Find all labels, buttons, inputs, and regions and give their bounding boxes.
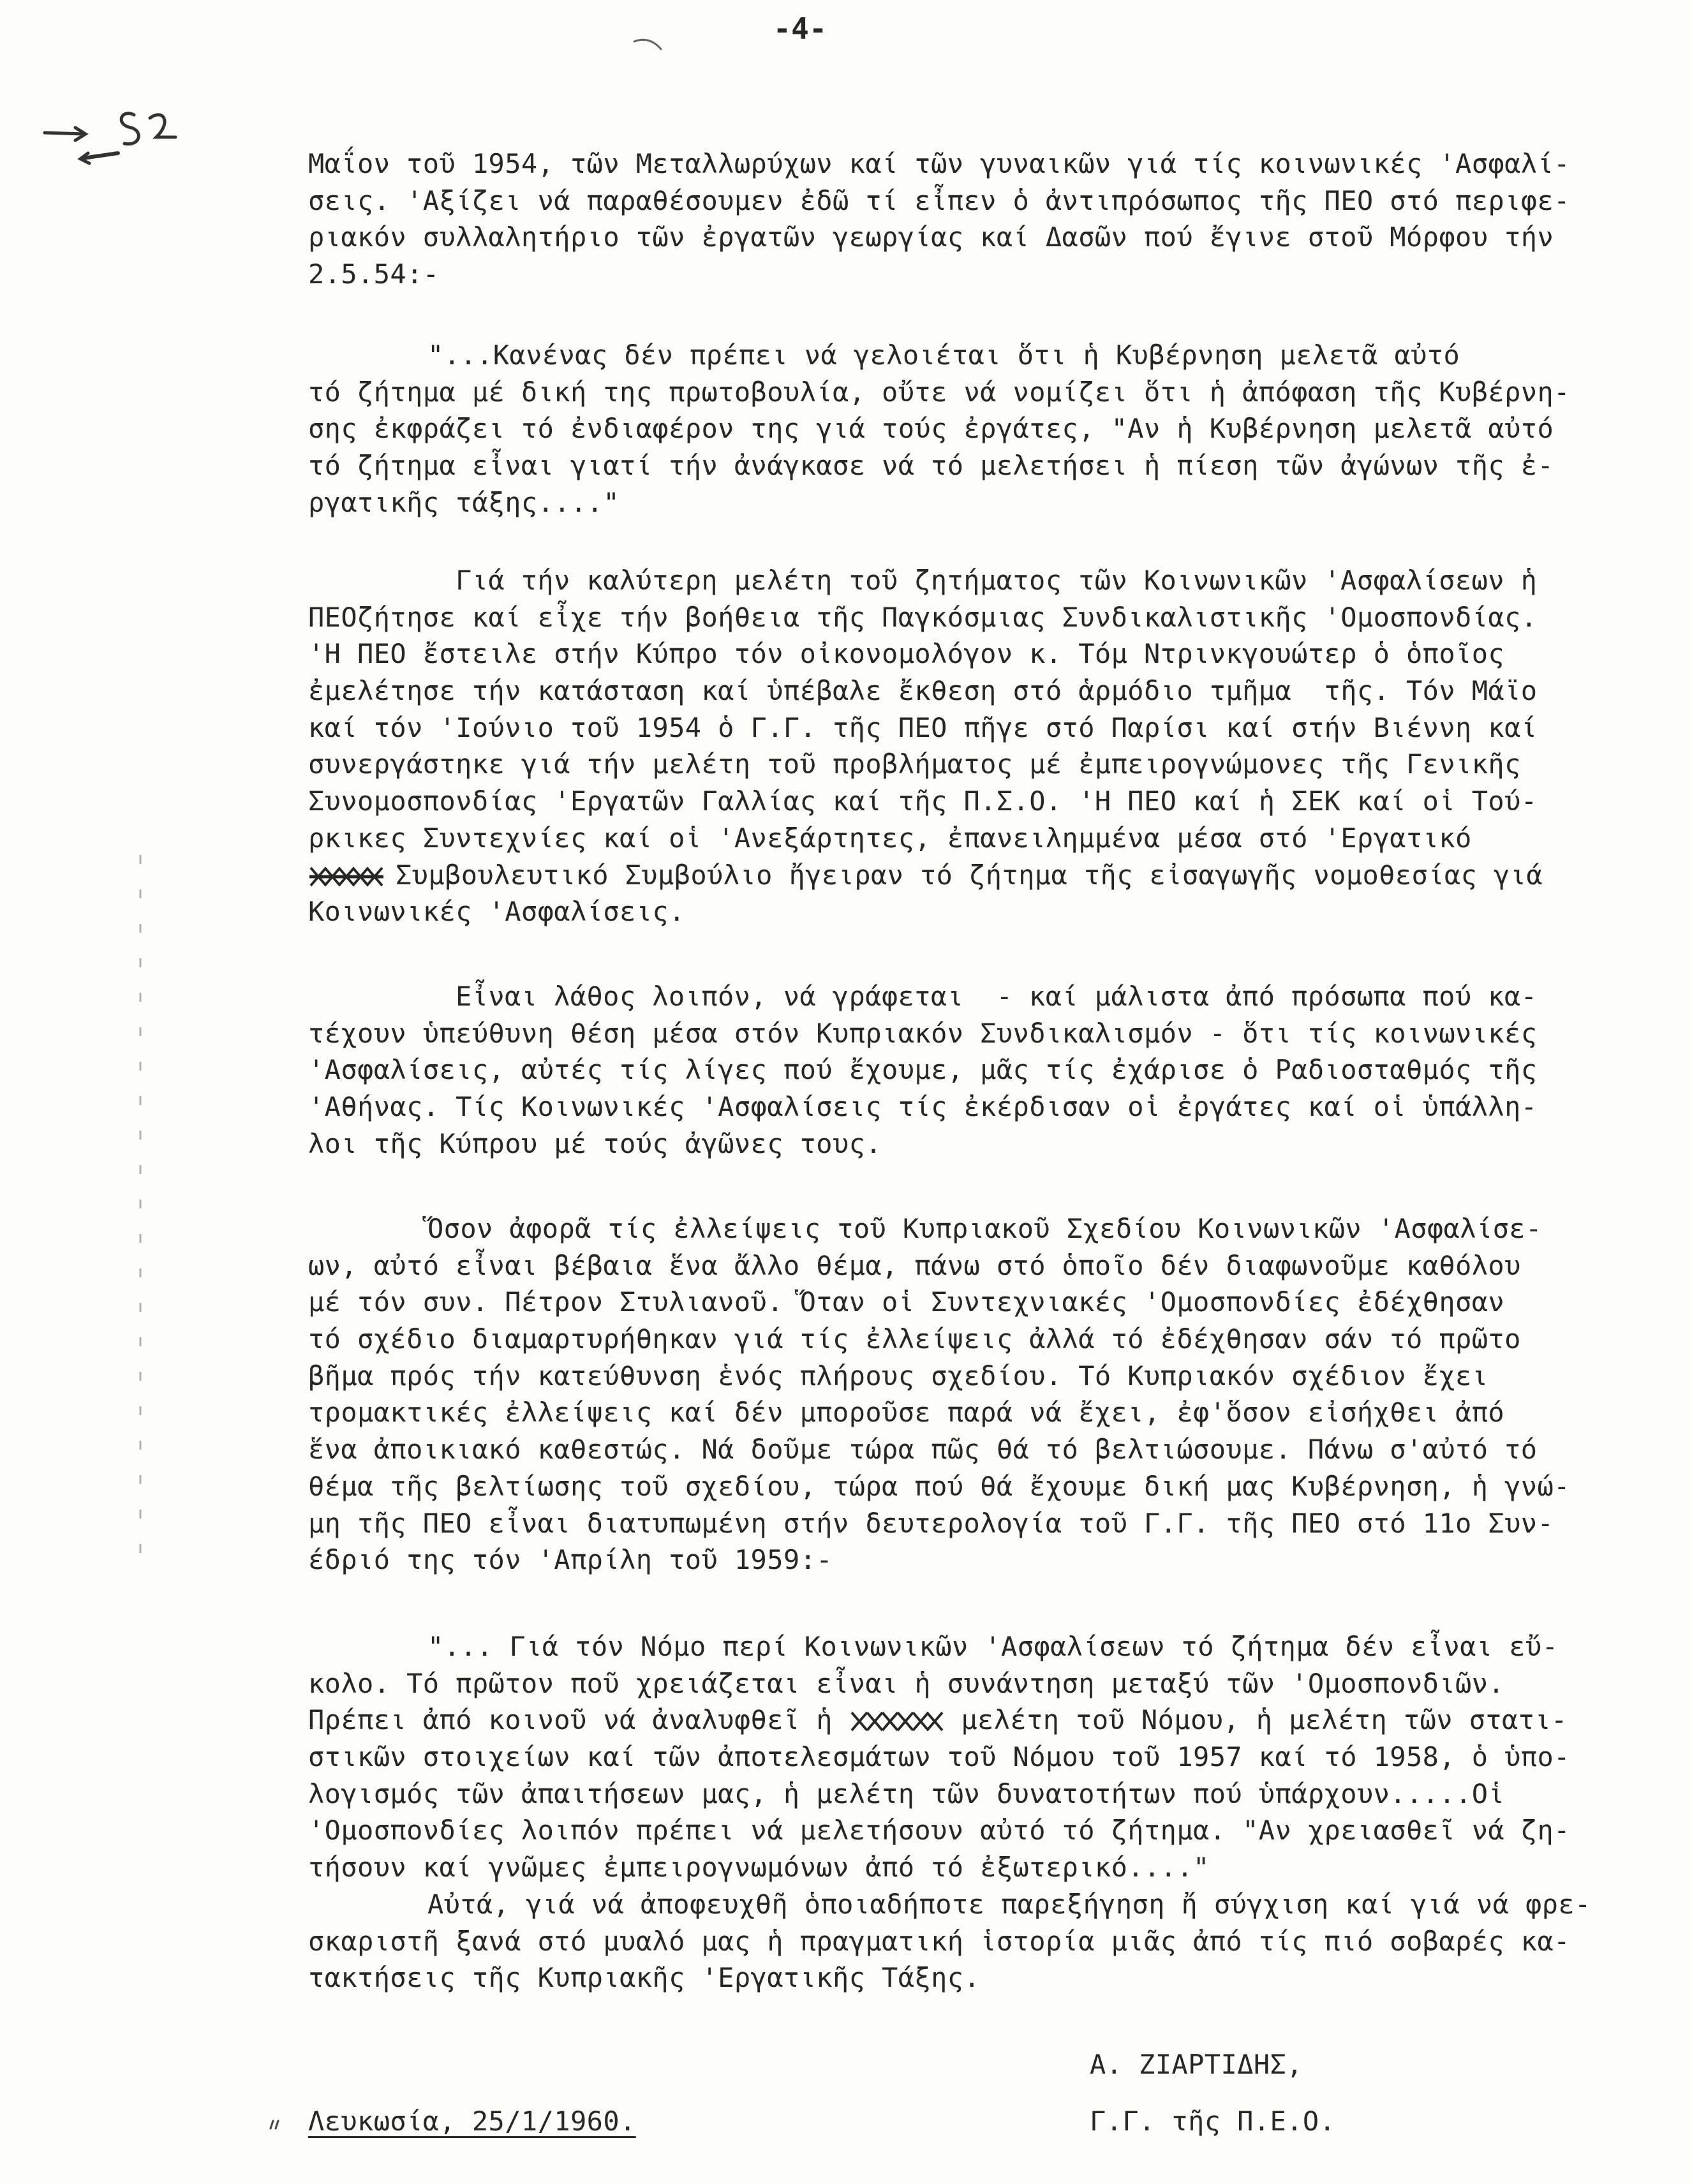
paragraph-2-line-2: ΠΕΟζήτησε καί εἶχε τήν βοήθεια τῆς Παγκόσμιας Συνδικαλιστικῆς 'Ομοσπονδίας. xyxy=(308,601,1538,633)
paragraph-4-line-1: Ὅσον ἀφορᾶ τίς ἐλλείψεις τοῦ Κυπριακοῦ Σχεδίου Κοινωνικῶν 'Ασφαλίσε- xyxy=(427,1213,1542,1244)
paragraph-1-line-1: Μαΐον τοῦ 1954, τῶν Μεταλλωρύχων καί τῶν γυναικῶν γιά τίς κοινωνικές 'Ασφαλί- xyxy=(308,148,1570,179)
paragraph-5 xyxy=(308,1886,1661,1996)
paragraph-2-line-10: Κοινωνικές 'Ασφαλίσεις. xyxy=(308,896,685,928)
quotation-1 xyxy=(308,337,1661,521)
quotation-2-line-6: 'Ομοσπονδίες λοιπόν πρέπει νά μελετήσουν αὐτό τό ζήτημα. "Αν χρειασθεῖ νά ζη- xyxy=(308,1815,1570,1846)
quotation-1-line-1: "...Κανένας δέν πρέπει νά γελοιέται ὅτι ἡ Κυβέρνηση μελετᾶ αὐτό xyxy=(427,339,1460,371)
paragraph-4-line-9: μη τῆς ΠΕΟ εἶναι διατυπωμένη στήν δευτερολογία τοῦ Γ.Γ. τῆς ΠΕΟ στό 11ο Συν- xyxy=(308,1507,1554,1539)
paragraph-2-line-6: συνεργάστηκε γιά τήν μελέτη τοῦ προβλήματος μέ ἐμπειρογνώμονες τῆς Γενικῆς xyxy=(308,748,1521,780)
place-date: Λευκωσία, 25/1/1960. xyxy=(308,2106,636,2137)
paragraph-4-line-10: έδριό της τόν 'Απρίλη τοῦ 1959:- xyxy=(308,1544,833,1576)
quotation-2-line-4: στικῶν στοιχείων καί τῶν ἀποτελεσμάτων τοῦ Νόμου τοῦ 1957 καί τό 1958, ὁ ὑπο- xyxy=(308,1741,1570,1773)
struck-out-word xyxy=(308,862,385,889)
quotation-2 xyxy=(308,1628,1661,1886)
quotation-2-line-2: κολο. Τό πρῶτον ποῦ χρειάζεται εἶναι ἡ συνάντηση μεταξύ τῶν 'Ομοσπονδιῶν. xyxy=(308,1667,1505,1699)
paragraph-3-line-4: 'Αθήνας. Τίς Κοινωνικές 'Ασφαλίσεις τίς ἐκέρδισαν οἱ ἐργάτες καί οἱ ὑπάλλη- xyxy=(308,1091,1538,1123)
paragraph-3-line-2: τέχουν ὑπεύθυνη θέση μέσα στόν Κυπριακόν Συνδικαλισμόν - ὅτι τίς κοινωνικές xyxy=(308,1017,1538,1049)
paragraph-2 xyxy=(308,562,1661,930)
paragraph-2-line-4: ἐμελέτησε τήν κατάσταση καί ὑπέβαλε ἔκθεση στό ἁρμόδιο τμῆμα τῆς. Τόν Μάϊο xyxy=(308,675,1538,707)
paragraph-4-line-2: ων, αὐτό εἶναι βέβαια ἕνα ἄλλο θέμα, πάνω στό ὁποῖο δέν διαφωνοῦμε καθόλου xyxy=(308,1249,1521,1281)
signature-title: Γ.Γ. τῆς Π.Ε.Ο. xyxy=(1090,2106,1336,2137)
paragraph-2-line-7: Συνομοσπονδίας 'Εργατῶν Γαλλίας καί τῆς Π.Σ.Ο. 'Η ΠΕΟ καί ἡ ΣΕΚ καί οἱ Τού- xyxy=(308,785,1538,817)
paragraph-4 xyxy=(308,1210,1661,1579)
paragraph-4-line-7: ἕνα ἀποικιακό καθεστώς. Νά δοῦμε τώρα πῶς θά τό βελτιώσουμε. Πάνω σ'αὐτό τό xyxy=(308,1434,1538,1466)
quotation-2-line-7: τήσουν καί γνῶμες ἐμπειρογνωμόνων ἀπό τό ἐξωτερικό...." xyxy=(308,1852,1210,1883)
paragraph-2-line-3: 'Η ΠΕΟ ἔστειλε στήν Κύπρο τόν οἰκονομολόγον κ. Τόμ Ντρινκγουώτερ ὁ ὁποῖος xyxy=(308,638,1505,670)
page-number: -4- xyxy=(773,11,827,46)
quotation-2-line-5: λογισμός τῶν ἀπαιτήσεων μας, ἡ μελέτη τῶν δυνατοτήτων πού ὑπάρχουν.....Οἱ xyxy=(308,1778,1505,1809)
paragraph-4-line-3: μέ τόν συν. Πέτρον Στυλιανοῦ. Ὅταν οἱ Συντεχνιακές 'Ομοσπονδίες ἐδέχθησαν xyxy=(308,1286,1505,1318)
paragraph-1-line-4: 2.5.54:- xyxy=(308,258,440,290)
paragraph-4-line-8: θέμα τῆς βελτίωσης τοῦ σχεδίου, τώρα πού θά ἔχουμε δική μας Κυβέρνηση, ἡ γνώ- xyxy=(308,1470,1570,1502)
quotation-2-line-3-end: μελέτη τοῦ Νόμου, ἡ μελέτη τῶν στατι- xyxy=(944,1704,1568,1736)
paragraph-2-line-9-text: Συμβουλευτικό Συμβούλιο ἤγειραν τό ζήτημα τῆς εἰσαγωγῆς νομοθεσίας γιά xyxy=(396,859,1543,891)
quotation-2-line-1: "... Γιά τόν Νόμο περί Κοινωνικῶν 'Ασφαλίσεων τό ζήτημα δέν εἶναι εὔ- xyxy=(427,1631,1559,1662)
quotation-1-line-2: τό ζήτημα μέ δική της πρωτοβουλία, οὔτε νά νομίζει ὅτι ἡ ἀπόφαση τῆς Κυβέρνη- xyxy=(308,376,1570,408)
paragraph-5-line-1: Αὐτά, γιά νά ἀποφευχθῆ ὁποιαδήποτε παρεξήγηση ἤ σύγχιση καί γιά νά φρε- xyxy=(427,1889,1591,1920)
pencil-tick-mark xyxy=(632,35,664,54)
margin-handwritten-mark xyxy=(38,102,185,172)
paragraph-4-line-5: βῆμα πρός τήν κατεύθυνση ἑνός πλήρους σχεδίου. Τό Κυπριακόν σχέδιον ἔχει xyxy=(308,1360,1488,1392)
paragraph-2-line-1: Γιά τήν καλύτερη μελέτη τοῦ ζητήματος τῶν Κοινωνικῶν 'Ασφαλίσεων ἡ xyxy=(456,565,1538,596)
paragraph-5-line-3: τακτήσεις τῆς Κυπριακῆς 'Εργατικῆς Τάξης. xyxy=(308,1962,981,1994)
paragraph-4-line-6: τρομακτικές ἐλλείψεις καί δέν μποροῦσε παρά νά ἔχει, ἐφ'ὅσον εἰσήχθει ἀπό xyxy=(308,1397,1505,1429)
quotation-1-line-5: ργατικῆς τάξης...." xyxy=(308,486,620,518)
small-pen-mark xyxy=(268,2117,287,2132)
paragraph-3-line-3: 'Ασφαλίσεις, αὐτές τίς λίγες πού ἔχουμε, μᾶς τίς ἐχάρισε ὁ Ραδιοσταθμός τῆς xyxy=(308,1054,1538,1086)
quotation-2-line-3 xyxy=(308,1702,1661,1739)
paragraph-2-line-5: καί τόν 'Ιούνιο τοῦ 1954 ὁ Γ.Γ. τῆς ΠΕΟ πῆγε στό Παρίσι καί στήν Βιέννη καί xyxy=(308,711,1538,743)
paragraph-5-line-2: σκαριστῆ ξανά στό μυαλό μας ἡ πραγματική ἱστορία μιᾶς ἀπό τίς πιό σοβαρές κα- xyxy=(308,1925,1570,1957)
paragraph-4-line-4: τό σχέδιο διαμαρτυρήθηκαν γιά τίς ἐλλείψεις ἀλλά τό ἐδέχθησαν σάν τό πρῶτο xyxy=(308,1323,1521,1355)
signature-name: Α. ΖΙΑΡΤΙΔΗΣ, xyxy=(1090,2049,1303,2080)
paragraph-2-line-9 xyxy=(308,857,1661,894)
quotation-1-line-4: τό ζήτημα εἶναι γιατί τήν ἀνάγκασε νά τό μελετήσει ἡ πίεση τῶν ἀγώνων τῆς ἐ- xyxy=(308,450,1554,482)
paragraph-1-line-2: σεις. 'Αξίζει νά παραθέσουμεν ἐδῶ τί εἶπεν ὁ ἀντιπρόσωπος τῆς ΠΕΟ στό περιφε- xyxy=(308,184,1570,216)
struck-out-word xyxy=(849,1707,945,1734)
paragraph-2-line-8: ρκικες Συντεχνίες καί οἱ 'Ανεξάρτητες, ἐπανειλημμένα μέσα στό 'Εργατικό xyxy=(308,822,1472,854)
paragraph-3 xyxy=(308,978,1661,1162)
quotation-1-line-3: σης ἐκφράζει τό ἐνδιαφέρον της γιά τούς ἐργάτες, "Αν ἡ Κυβέρνηση μελετᾶ αὐτό xyxy=(308,413,1554,445)
paragraph-3-line-1: Εἶναι λάθος λοιπόν, νά γράφεται - καί μάλιστα ἀπό πρόσωπα πού κα- xyxy=(456,981,1538,1012)
quotation-2-line-3-start: Πρέπει ἀπό κοινοῦ νά ἀναλυφθεῖ ἡ xyxy=(308,1704,849,1736)
paragraph-3-line-5: λοι τῆς Κύπρου μέ τούς ἀγῶνες τους. xyxy=(308,1127,882,1159)
margin-dotted-rule xyxy=(137,855,144,1557)
paragraph-1 xyxy=(308,145,1661,293)
paragraph-1-line-3: ριακόν συλλαλητήριο τῶν ἐργατῶν γεωργίας καί Δασῶν πού ἔγινε στοῦ Μόρφου τήν xyxy=(308,221,1554,253)
